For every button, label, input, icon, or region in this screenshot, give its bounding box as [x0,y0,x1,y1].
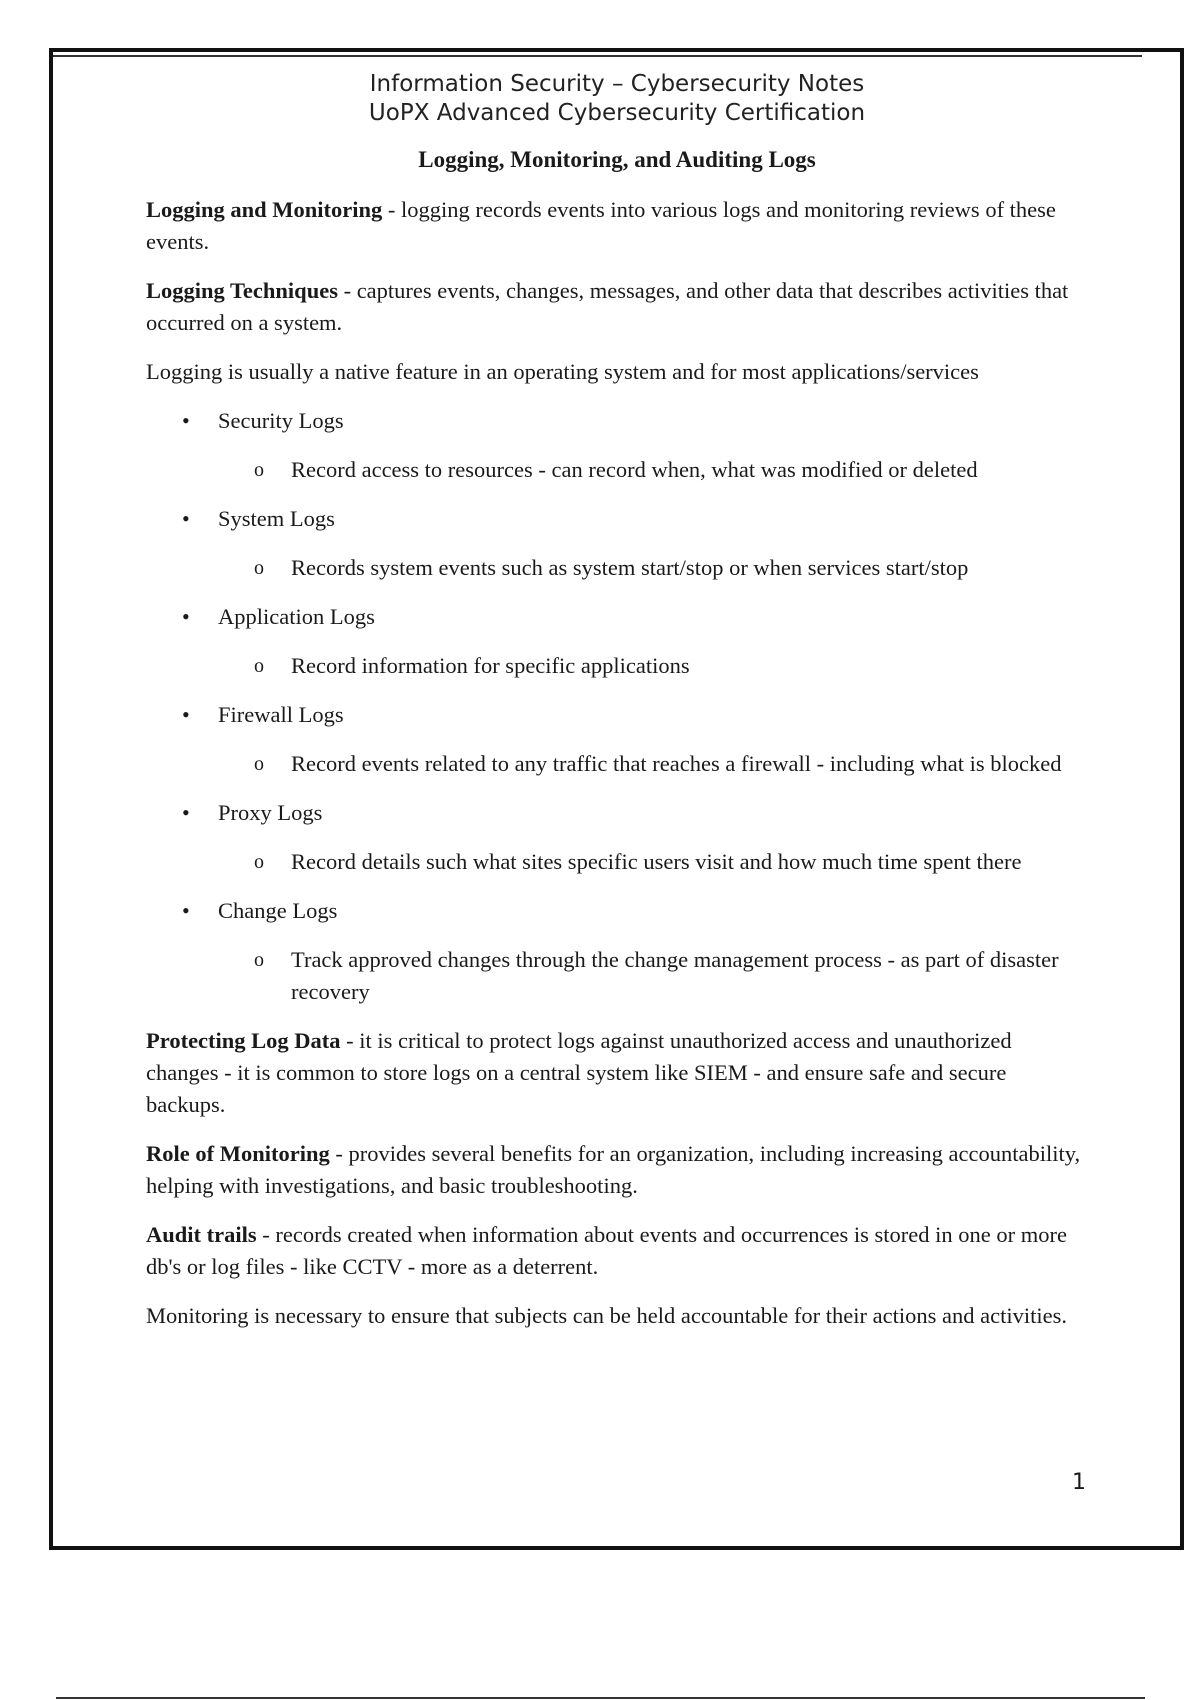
term: Logging Techniques [146,278,338,303]
list-item [146,699,1086,780]
paragraph-role-of-monitoring [146,1138,1086,1202]
log-type-name: System Logs [218,506,335,531]
definition: - logging records events into various logs and monitoring reviews of these events. [146,197,1056,254]
list-item [146,405,1086,486]
paragraph-protecting-log-data [146,1025,1086,1121]
definition: - records created when information about events and occurrences is stored in one or more db's or log files - like CCTV - more as a deterrent. [146,1222,1067,1279]
document-header [0,70,1200,128]
list-item [146,601,1086,682]
page-title: Logging, Monitoring, and Auditing Logs [418,147,816,172]
log-type-detail: Records system events such as system start/stop or when services start/stop [291,555,969,580]
paragraph-accountability: Monitoring is necessary to ensure that subjects can be held accountable for their actions and activities. [146,1303,1067,1328]
log-type-name: Proxy Logs [218,800,323,825]
paragraph-logging-techniques [146,275,1086,339]
log-type-detail: Record details such what sites specific users visit and how much time spent there [291,849,1022,874]
term: Protecting Log Data [146,1028,341,1053]
log-types-list [146,405,1086,1008]
definition: - it is critical to protect logs against unauthorized access and unauthorized changes - it is common to store logs on a central system like SIEM - and ensure safe and secure backups. [146,1028,1012,1117]
sub-bullet-icon: o [254,753,264,775]
log-type-name: Change Logs [218,898,338,923]
log-type-detail: Record access to resources - can record when, what was modified or deleted [291,457,978,482]
header-line-2: UoPX Advanced Cybersecurity Certification [368,100,866,126]
bullet-icon: • [182,898,190,923]
next-page-rule [56,1697,1145,1699]
log-type-name: Application Logs [218,604,375,629]
log-type-name: Security Logs [218,408,344,433]
log-type-detail: Track approved changes through the change management process - as part of disaster recovery [291,947,1059,1004]
log-type-detail: Record information for specific applications [291,653,690,678]
list-item [146,797,1086,878]
sub-bullet-icon: o [254,655,264,677]
sub-bullet-icon: o [254,459,264,481]
list-item [146,503,1086,584]
list-item [146,895,1086,1008]
term: Audit trails [146,1222,257,1247]
paragraph-logging-monitoring [146,194,1086,258]
log-type-detail: Record events related to any traffic that reaches a firewall - including what is blocked [291,751,1062,776]
term: Logging and Monitoring [146,197,383,222]
document-body [146,194,1086,1349]
term: Role of Monitoring [146,1141,330,1166]
header-rule [53,55,1142,57]
bullet-icon: • [182,800,190,825]
header-line-1: Information Security – Cybersecurity Notes [369,71,865,97]
log-type-name: Firewall Logs [218,702,344,727]
definition: - captures events, changes, messages, and other data that describes activities that occurred on a system. [146,278,1069,335]
page-number: 1 [1072,1470,1086,1495]
bullet-icon: • [182,506,190,531]
paragraph-native-feature: Logging is usually a native feature in an operating system and for most applications/services [146,359,979,384]
bullet-icon: • [182,408,190,433]
bullet-icon: • [182,604,190,629]
sub-bullet-icon: o [254,557,264,579]
paragraph-audit-trails [146,1219,1086,1283]
definition: - provides several benefits for an organization, including increasing accountability, helping with investigations, and basic troubleshooting. [146,1141,1081,1198]
bullet-icon: • [182,702,190,727]
sub-bullet-icon: o [254,949,264,971]
sub-bullet-icon: o [254,851,264,873]
